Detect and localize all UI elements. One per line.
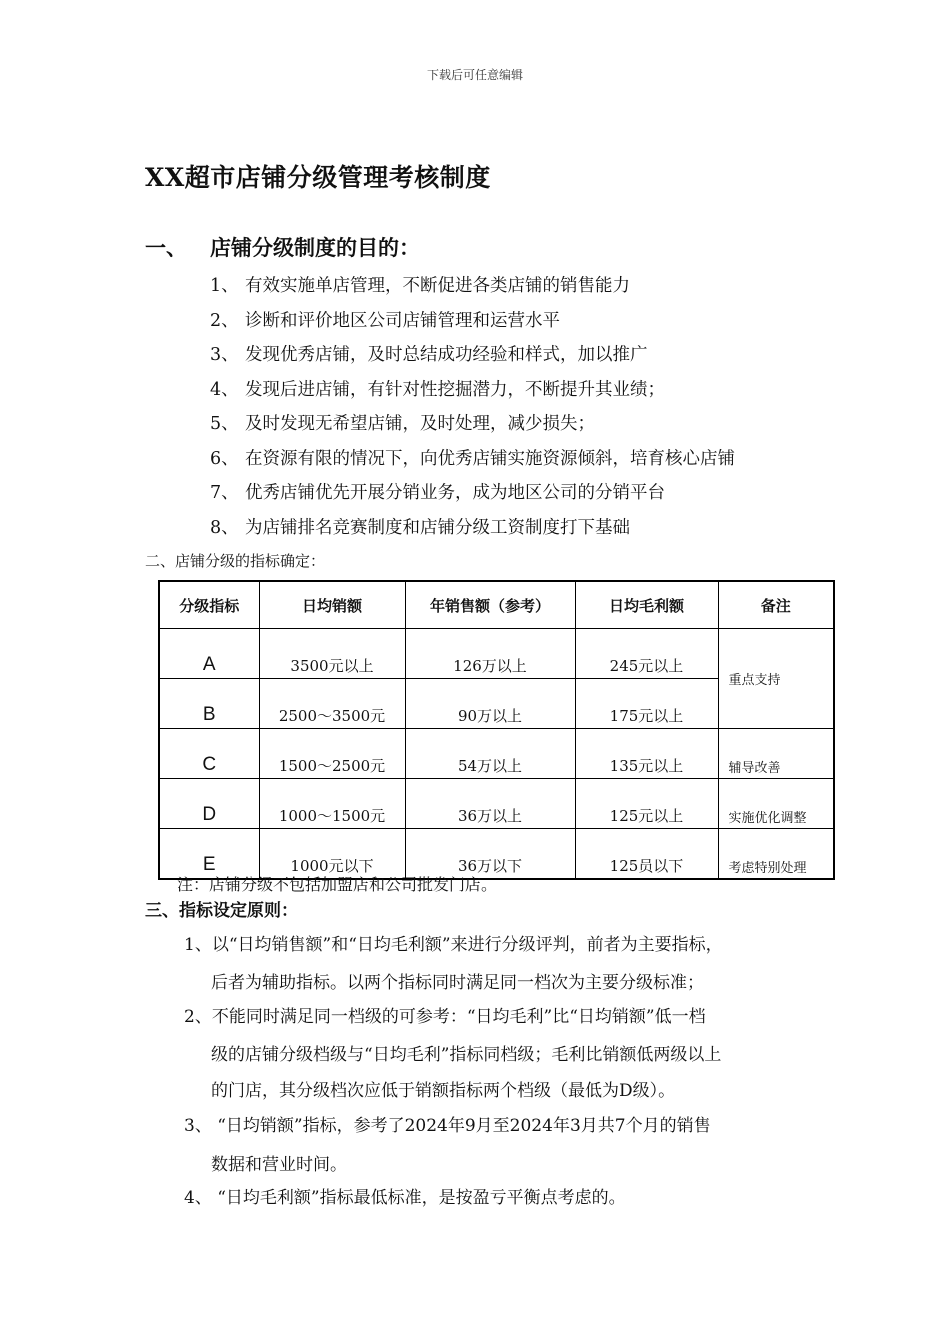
grade-table (158, 580, 835, 880)
column-header: 日均毛利额 (575, 581, 718, 629)
level-cell: A (159, 629, 259, 679)
principle-1-line-1: 1、以“日均销售额”和“日均毛利额”来进行分级评判，前者为主要指标， (184, 935, 723, 955)
list-item-text: 诊断和评价地区公司店铺管理和运营水平 (245, 311, 560, 331)
list-item-number: 4、 (210, 380, 239, 400)
daily-sales-cell: 1000元以下 (259, 829, 405, 880)
list-item-number: 3、 (210, 345, 239, 365)
daily-sales-cell: 3500元以上 (259, 629, 405, 679)
level-cell: C (159, 729, 259, 779)
section1-title: 店铺分级制度的目的： (210, 235, 420, 260)
remark-cell: 考虑特别处理 (718, 829, 834, 880)
list-item-text: 有效实施单店管理，不断促进各类店铺的销售能力 (245, 276, 630, 296)
column-header: 备注 (718, 581, 834, 629)
list-item-number: 2、 (210, 311, 239, 331)
table-row (159, 629, 834, 679)
annual-sales-cell: 90万以上 (405, 679, 575, 729)
section1-number: 一、 (145, 235, 187, 260)
principle-2-line-2: 级的店铺分级档级与“日均毛利”指标同档级；毛利比销额低两级以上 (211, 1045, 722, 1065)
table-row (159, 779, 834, 829)
principle-3-line-1: 3、 “日均销额”指标，参考了2024年9月至2024年3月共7个月的销售 (184, 1116, 711, 1136)
list-item-number: 1、 (210, 276, 239, 296)
daily-sales-cell: 1500～2500元 (259, 729, 405, 779)
column-header: 日均销额 (259, 581, 405, 629)
level-cell: B (159, 679, 259, 729)
annual-sales-cell: 36万以下 (405, 829, 575, 880)
table-row (159, 729, 834, 779)
daily-sales-cell: 2500～3500元 (259, 679, 405, 729)
list-item-text: 发现优秀店铺，及时总结成功经验和样式，加以推广 (245, 345, 648, 365)
principle-2-line-3: 的门店，其分级档次应低于销额指标两个档级（最低为D级）。 (211, 1081, 676, 1101)
column-header: 分级指标 (159, 581, 259, 629)
list-item-text: 在资源有限的情况下，向优秀店铺实施资源倾斜，培育核心店铺 (245, 449, 735, 469)
list-item-text: 发现后进店铺，有针对性挖掘潜力，不断提升其业绩； (245, 380, 665, 400)
remark-cell: 辅导改善 (718, 729, 834, 779)
annual-sales-cell: 54万以上 (405, 729, 575, 779)
list-item-text: 优秀店铺优先开展分销业务，成为地区公司的分销平台 (245, 483, 665, 503)
level-cell: D (159, 779, 259, 829)
header-note: 下载后可任意编辑 (426, 68, 523, 82)
column-header: 年销售额（参考） (405, 581, 575, 629)
list-item-number: 8、 (210, 518, 239, 538)
section3-title: 三、指标设定原则： (145, 901, 298, 921)
remark-cell: 重点支持 (718, 629, 834, 729)
list-item-text: 及时发现无希望店铺，及时处理，减少损失； (245, 414, 595, 434)
list-item-number: 6、 (210, 449, 239, 469)
annual-sales-cell: 126万以上 (405, 629, 575, 679)
table-header-row (159, 581, 834, 629)
principle-4-line-1: 4、 “日均毛利额”指标最低标准，是按盈亏平衡点考虑的。 (184, 1188, 626, 1208)
remark-cell: 实施优化调整 (718, 779, 834, 829)
principle-3-line-2: 数据和营业时间。 (211, 1155, 347, 1175)
list-item-text: 为店铺排名竞赛制度和店铺分级工资制度打下基础 (245, 518, 630, 538)
daily-profit-cell: 175元以上 (575, 679, 718, 729)
level-cell: E (159, 829, 259, 880)
principle-1-line-2: 后者为辅助指标。以两个指标同时满足同一档次为主要分级标准； (211, 973, 704, 993)
daily-profit-cell: 245元以上 (575, 629, 718, 679)
document-title: XX超市店铺分级管理考核制度 (145, 163, 491, 192)
daily-profit-cell: 125元以上 (575, 779, 718, 829)
daily-sales-cell: 1000～1500元 (259, 779, 405, 829)
principle-2-line-1: 2、不能同时满足同一档级的可参考：“日均毛利”比“日均销额”低一档 (184, 1007, 706, 1027)
section2-title: 二、店铺分级的指标确定： (145, 552, 326, 570)
list-item-number: 7、 (210, 483, 239, 503)
annual-sales-cell: 36万以上 (405, 779, 575, 829)
daily-profit-cell: 125员以下 (575, 829, 718, 880)
table-note: 注：店铺分级不包括加盟店和公司批发门店。 (177, 875, 498, 894)
daily-profit-cell: 135元以上 (575, 729, 718, 779)
list-item-number: 5、 (210, 414, 239, 434)
